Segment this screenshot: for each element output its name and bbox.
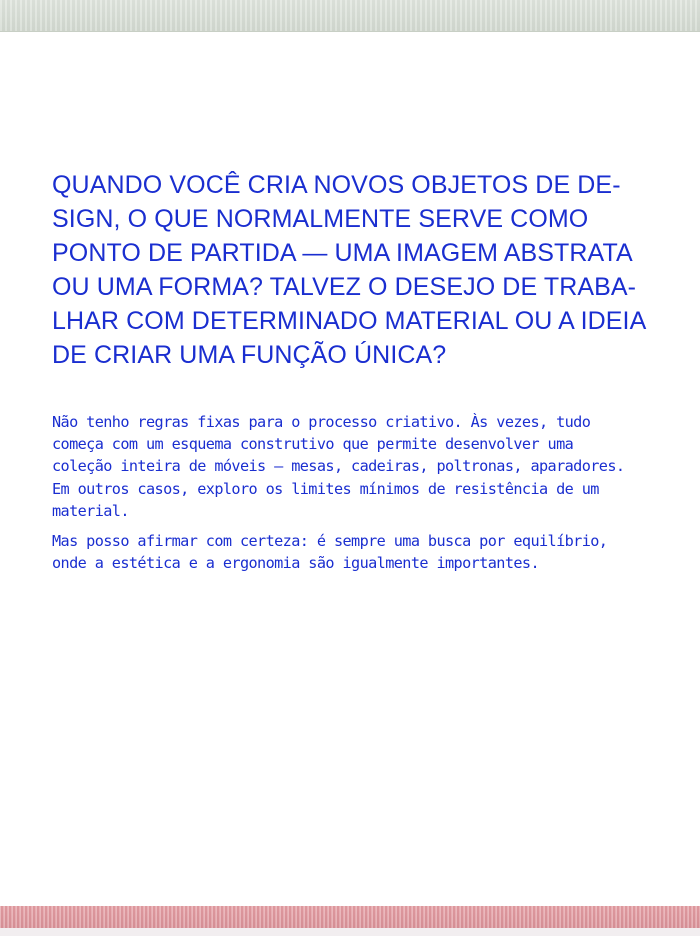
interview-section <box>52 168 652 582</box>
bottom-margin <box>0 928 700 936</box>
answer-paragraph-2 <box>52 530 652 574</box>
answer-line: Mas posso afirmar com certeza: é sempre uma busca por equilíbrio, <box>52 532 608 551</box>
answer-paragraph-1 <box>52 411 652 522</box>
bottom-paper-edge <box>0 906 700 928</box>
question-line: QUANDO VOCÊ CRIA NOVOS OBJETOS DE DE- <box>52 171 621 199</box>
top-paper-edge <box>0 0 700 32</box>
question-line: OU UMA FORMA? TALVEZ O DESEJO DE TRABA- <box>52 273 637 301</box>
answer-line: Em outros casos, exploro os limites mínimos de resistência de um <box>52 479 599 498</box>
question-line: LHAR COM DETERMINADO MATERIAL OU A IDEIA <box>52 307 647 335</box>
answer-line: onde a estética e a ergonomia são igualmente importantes. <box>52 554 539 573</box>
question-line: DE CRIAR UMA FUNÇÃO ÚNICA? <box>52 341 447 369</box>
interview-answer <box>52 411 652 574</box>
answer-line: começa com um esquema construtivo que permite desenvolver uma <box>52 435 574 454</box>
answer-line: material. <box>52 501 129 520</box>
question-line: PONTO DE PARTIDA — UMA IMAGEM ABSTRATA <box>52 239 633 267</box>
answer-line: Não tenho regras fixas para o processo criativo. Às vezes, tudo <box>52 413 591 431</box>
question-line: SIGN, O QUE NORMALMENTE SERVE COMO <box>52 205 589 233</box>
answer-line: coleção inteira de móveis — mesas, cadeiras, poltronas, aparadores. <box>52 457 625 476</box>
interview-question <box>52 168 652 372</box>
